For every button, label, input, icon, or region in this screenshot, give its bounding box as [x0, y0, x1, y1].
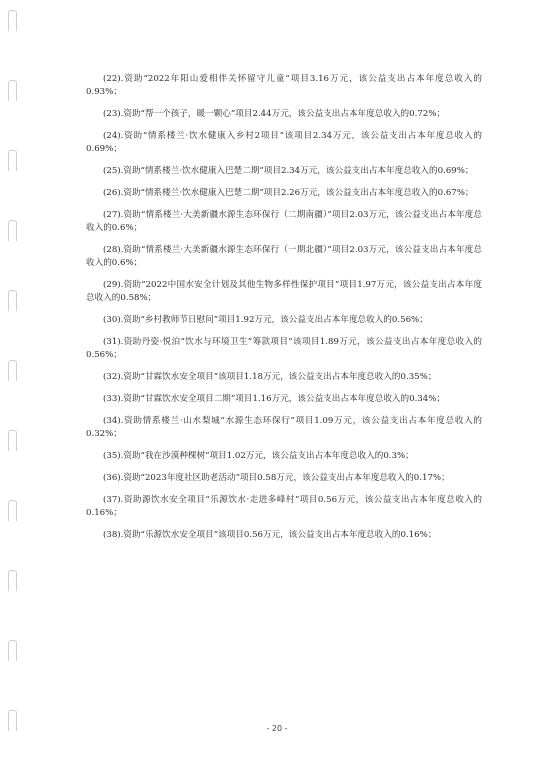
- binding-hole-mark: [8, 360, 17, 381]
- binding-hole-mark: [8, 640, 17, 661]
- list-item: (32).资助“甘霖饮水安全项目”该项目1.18万元，该公益支出占本年度总收入的0.35%；: [103, 371, 437, 382]
- list-item: (36).资助“2023年度社区助老活动”项目0.58万元，该公益支出占本年度总收入的0.17%；: [103, 472, 450, 483]
- binding-hole-mark: [8, 570, 17, 591]
- binding-hole-mark: [8, 290, 17, 311]
- list-item: (24).资助“情系楼兰·饮水健康入乡村2项目”该项目2.34万元，该公益支出占本年度总收入的0.69%；: [86, 130, 482, 154]
- list-item: (31).资助丹姿·悦泊“饮水与环境卫生”筹款项目”该项目1.89万元，该公益支出占本年度总收入的0.56%；: [86, 336, 482, 360]
- list-item: (29).资助“2022中国水安全计划及其他生物多样性保护项目”项目1.97万元，该公益支出占本年度总收入的0.58%；: [86, 279, 482, 303]
- binding-hole-mark: [8, 430, 17, 451]
- binding-margin: [8, 10, 18, 770]
- document-body: [86, 64, 482, 551]
- binding-hole-mark: [8, 150, 17, 171]
- list-item: (33).资助“甘霖饮水安全项目二期”项目1.16万元，该公益支出占本年度总收入的0.34%；: [103, 393, 446, 404]
- list-item: (25).资助“情系楼兰·饮水健康入巴楚二期”项目2.34万元，该公益支出占本年度总收入的0.69%；: [103, 165, 474, 176]
- list-item: (35).资助“我在沙漠种棵树”项目1.02万元，该公益支出占本年度总收入的0.3%；: [103, 450, 414, 461]
- page-number: - 20 -: [266, 724, 288, 733]
- binding-hole-mark: [8, 500, 17, 521]
- list-item: (22).资助“2022年阳山爱相伴关怀留守儿童”项目3.16万元，该公益支出占本年度总收入的0.93%；: [86, 73, 482, 97]
- list-item: (30).资助“乡村教师节日慰问”项目1.92万元，该公益支出占本年度总收入的0.56%；: [103, 314, 428, 325]
- list-item: (37).资助源饮水安全项目“乐源饮水·走进多峰村”项目0.56万元，该公益支出占本年度总收入的0.16%；: [86, 494, 482, 518]
- binding-hole-mark: [8, 220, 17, 241]
- binding-hole-mark: [8, 10, 17, 31]
- list-item: (23).资助“帮一个孩子，暖一颗心”项目2.44万元，该公益支出占本年度总收入的0.72%；: [103, 108, 446, 119]
- list-item: (27).资助“情系楼兰·大美新疆水源生态环保行（二期南疆）”项目2.03万元，该公益支出占本年度总收入的0.6%；: [86, 209, 482, 233]
- list-item: (28).资助“情系楼兰·大美新疆水源生态环保行（一期北疆）”项目2.03万元，该公益支出占本年度总收入的0.6%；: [86, 244, 482, 268]
- list-item: (34).资助情系楼兰·山水梨城“水源生态环保行”项目1.09万元，该公益支出占本年度总收入的0.32%；: [86, 415, 482, 439]
- list-item: (26).资助“情系楼兰·饮水健康入巴楚二期”项目2.26万元，该公益支出占本年度总收入的0.67%；: [103, 187, 474, 198]
- binding-hole-mark: [8, 80, 17, 101]
- list-item: (38).资助“乐源饮水安全项目”该项目0.56万元，该公益支出占本年度总收入的0.16%；: [103, 529, 437, 540]
